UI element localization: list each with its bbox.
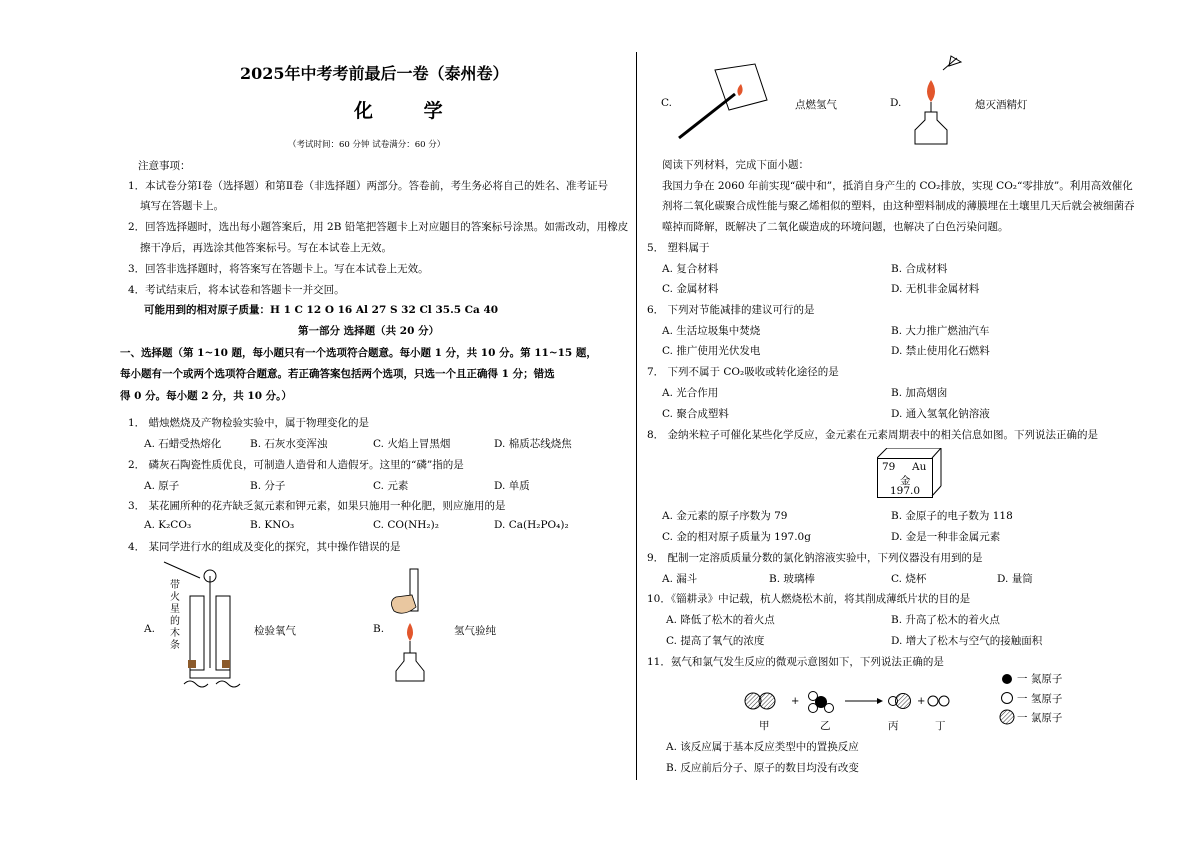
- element-symbol: Au: [912, 461, 927, 473]
- part1-heading: 第一部分 选择题（共 20 分）: [298, 325, 440, 337]
- q7-stem: 7． 下列不属于 CO₂吸收或转化途径的是: [647, 366, 839, 378]
- q4-option-b-text: 氢气验纯: [454, 625, 496, 637]
- label-yi: 乙: [820, 720, 831, 732]
- q9-option-c[interactable]: C. 烧杯: [891, 573, 927, 585]
- q7-option-b[interactable]: B. 加高烟囱: [891, 387, 948, 399]
- q5-stem: 5． 塑料属于: [647, 242, 710, 254]
- q2-option-a[interactable]: A. 原子: [144, 480, 180, 492]
- label-ding: 丁: [935, 720, 946, 732]
- q7-option-a[interactable]: A. 光合作用: [662, 387, 719, 399]
- q6-option-b[interactable]: B. 大力推广燃油汽车: [891, 325, 990, 337]
- atom-legend-icon: [999, 671, 1017, 727]
- q11-stem: 11．氨气和氯气发生反应的微观示意图如下，下列说法正确的是: [647, 656, 944, 668]
- q1-option-c[interactable]: C. 火焰上冒黑烟: [373, 438, 451, 450]
- label-jia: 甲: [759, 720, 770, 732]
- q5-option-a[interactable]: A. 复合材料: [662, 263, 719, 275]
- q6-stem: 6． 下列对节能减排的建议可行的是: [647, 304, 815, 316]
- q2-option-b[interactable]: B. 分子: [250, 480, 286, 492]
- q8-option-d[interactable]: D. 金是一种非金属元素: [891, 531, 1001, 543]
- cell-depth-edges: [877, 448, 947, 498]
- q6-option-a[interactable]: A. 生活垃圾集中焚烧: [662, 325, 761, 337]
- q5-option-b[interactable]: B. 合成材料: [891, 263, 948, 275]
- q2-option-c[interactable]: C. 元素: [373, 480, 409, 492]
- q4-option-c-label: C.: [661, 97, 672, 109]
- q4-option-a-text: 检验氧气: [254, 625, 296, 637]
- q8-option-a[interactable]: A. 金元素的原子序数为 79: [662, 510, 788, 522]
- svg-text:+: +: [791, 696, 800, 707]
- q10-option-b[interactable]: B. 升高了松木的着火点: [891, 614, 1000, 626]
- q11-option-a[interactable]: A. 该反应属于基本反应类型中的置换反应: [666, 741, 859, 753]
- reading-line-3: 噬掉而降解，既解决了二氧化碳造成的环境问题，也解决了白色污染问题。: [662, 221, 1009, 233]
- q11-option-b[interactable]: B. 反应前后分子、原子的数目均没有改变: [666, 762, 859, 774]
- q10-option-d[interactable]: D. 增大了松木与空气的接触面积: [891, 635, 1043, 647]
- q8-option-b[interactable]: B. 金原子的电子数为 118: [891, 510, 1013, 522]
- note-1b: 填写在答题卡上。: [140, 200, 224, 212]
- legend-chlorine: 一 氯原子: [1017, 712, 1063, 724]
- reaction-diagram-icon: [741, 688, 961, 714]
- q3-option-d[interactable]: D. Ca(H₂PO₄)₂: [494, 519, 569, 531]
- note-1a: 1．本试卷分第Ⅰ卷（选择题）和第Ⅱ卷（非选择题）两部分。答卷前，考生务必将自己的姓名、准考证号: [128, 180, 608, 192]
- hydrogen-ignite-icon: [675, 60, 775, 144]
- exam-title: 2025年中考考前最后一卷（泰州卷）: [240, 64, 509, 83]
- reading-line-1: 我国力争在 2060 年前实现“碳中和”，抵消自身产生的 CO₂排放，实现 CO₂“零排放”。利用高效催化: [662, 180, 1133, 192]
- legend-hydrogen: 一 氢原子: [1017, 693, 1063, 705]
- q9-option-d[interactable]: D. 量筒: [997, 573, 1033, 585]
- q2-stem: 2． 磷灰石陶瓷性质优良，可制造人造骨和人造假牙。这里的“磷”指的是: [128, 459, 464, 471]
- q9-stem: 9． 配制一定溶质质量分数的氯化钠溶液实验中，下列仪器没有用到的是: [647, 552, 983, 564]
- q4-option-a[interactable]: [144, 623, 155, 635]
- q1-option-a[interactable]: A. 石蜡受热熔化: [144, 438, 222, 450]
- q4-option-d-text: 熄灭酒精灯: [975, 99, 1028, 111]
- exam-subject: 化 学: [354, 100, 465, 122]
- q3-option-b[interactable]: B. KNO₃: [250, 519, 295, 531]
- q8-stem: 8． 金纳米粒子可催化某些化学反应，金元素在元素周期表中的相关信息如图。下列说法正确的是: [647, 429, 1099, 441]
- q9-option-b[interactable]: B. 玻璃棒: [769, 573, 815, 585]
- q9-option-a[interactable]: A. 漏斗: [662, 573, 698, 585]
- q4-stick-label: 带火星的木条: [170, 580, 180, 651]
- q1-option-d[interactable]: D. 棉质芯线烧焦: [494, 438, 572, 450]
- q3-option-c[interactable]: C. CO(NH₂)₂: [373, 519, 439, 531]
- q4-option-d-label: D.: [890, 97, 902, 109]
- q4-option-d[interactable]: [890, 97, 901, 109]
- q10-option-a[interactable]: A. 降低了松木的着火点: [666, 614, 775, 626]
- svg-text:+: +: [917, 696, 926, 707]
- q8-option-c[interactable]: C. 金的相对原子质量为 197.0g: [662, 531, 811, 543]
- alcohol-lamp-icon: [903, 52, 973, 152]
- reading-line-2: 剂将二氧化碳聚合成性能与聚乙烯相似的塑料，由这种塑料制成的薄膜埋在土壤里几天后就会被细菌吞: [662, 200, 1135, 212]
- q5-option-d[interactable]: D. 无机非金属材料: [891, 283, 980, 295]
- element-number: 79: [882, 461, 896, 473]
- q6-option-c[interactable]: C. 推广使用光伏发电: [662, 345, 761, 357]
- q4-option-b-label: B.: [373, 623, 385, 635]
- note-2b: 擦干净后，再选涂其他答案标号。写在本试卷上无效。: [140, 242, 392, 254]
- label-bing: 丙: [888, 720, 899, 732]
- hydrogen-test-icon: [380, 567, 436, 687]
- q3-stem: 3． 某花圃所种的花卉缺乏氮元素和钾元素，如果只施用一种化肥，则应施用的是: [128, 500, 506, 512]
- note-4: 4．考试结束后，将本试卷和答题卡一并交回。: [128, 284, 345, 296]
- element-name: 金: [900, 475, 911, 487]
- q7-option-c[interactable]: C. 聚合成塑料: [662, 408, 729, 420]
- part1-instr-2: 每小题有一个或两个选项符合题意。若正确答案包括两个选项，只选一个且正确得 1 分；错选: [120, 368, 555, 380]
- q4-option-c[interactable]: [661, 97, 672, 109]
- notes-heading: 注意事项：: [138, 160, 191, 172]
- q1-stem: 1． 蜡烛燃烧及产物检验实验中，属于物理变化的是: [128, 417, 370, 429]
- legend-nitrogen: 一 氮原子: [1017, 673, 1063, 685]
- note-2a: 2．回答选择题时，选出每小题答案后，用 2B 铅笔把答题卡上对应题目的答案标号涂黑。如需改动，用橡皮: [128, 221, 629, 233]
- q7-option-d[interactable]: D. 通入氢氧化钠溶液: [891, 408, 990, 420]
- q10-option-c[interactable]: C. 提高了氧气的浓度: [666, 635, 765, 647]
- element-mass: 197.0: [890, 485, 921, 497]
- atomic-masses: 可能用到的相对原子质量：H 1 C 12 O 16 Al 27 S 32 Cl 35.5 Ca 40: [144, 304, 499, 316]
- column-divider: [636, 52, 637, 780]
- q4-option-c-text: 点燃氢气: [795, 99, 837, 111]
- q6-option-d[interactable]: D. 禁止使用化石燃料: [891, 345, 990, 357]
- part1-instr-3: 得 0 分。每小题 2 分，共 10 分。）: [120, 390, 292, 402]
- reading-intro: 阅读下列材料，完成下面小题：: [662, 159, 809, 171]
- note-3: 3．回答非选择题时，将答案写在答题卡上。写在本试卷上无效。: [128, 263, 429, 275]
- q2-option-d[interactable]: D. 单质: [494, 480, 530, 492]
- q10-stem: 10．《锱耕录》中记载，杭人燃烧松木前，将其削成薄纸片状的目的是: [647, 593, 971, 605]
- q1-option-b[interactable]: B. 石灰水变浑浊: [250, 438, 328, 450]
- q3-option-a[interactable]: A. K₂CO₃: [144, 519, 192, 531]
- exam-info: （考试时间：60 分钟 试卷满分：60 分）: [288, 140, 446, 150]
- q5-option-c[interactable]: C. 金属材料: [662, 283, 719, 295]
- q4-stem: 4． 某同学进行水的组成及变化的探究，其中操作错误的是: [128, 541, 401, 553]
- q4-option-a-label: A.: [144, 623, 155, 635]
- part1-instr-1: 一、选择题（第 1~10 题，每小题只有一个选项符合题意。每小题 1 分，共 10 分。第 11~15 题，: [120, 347, 597, 359]
